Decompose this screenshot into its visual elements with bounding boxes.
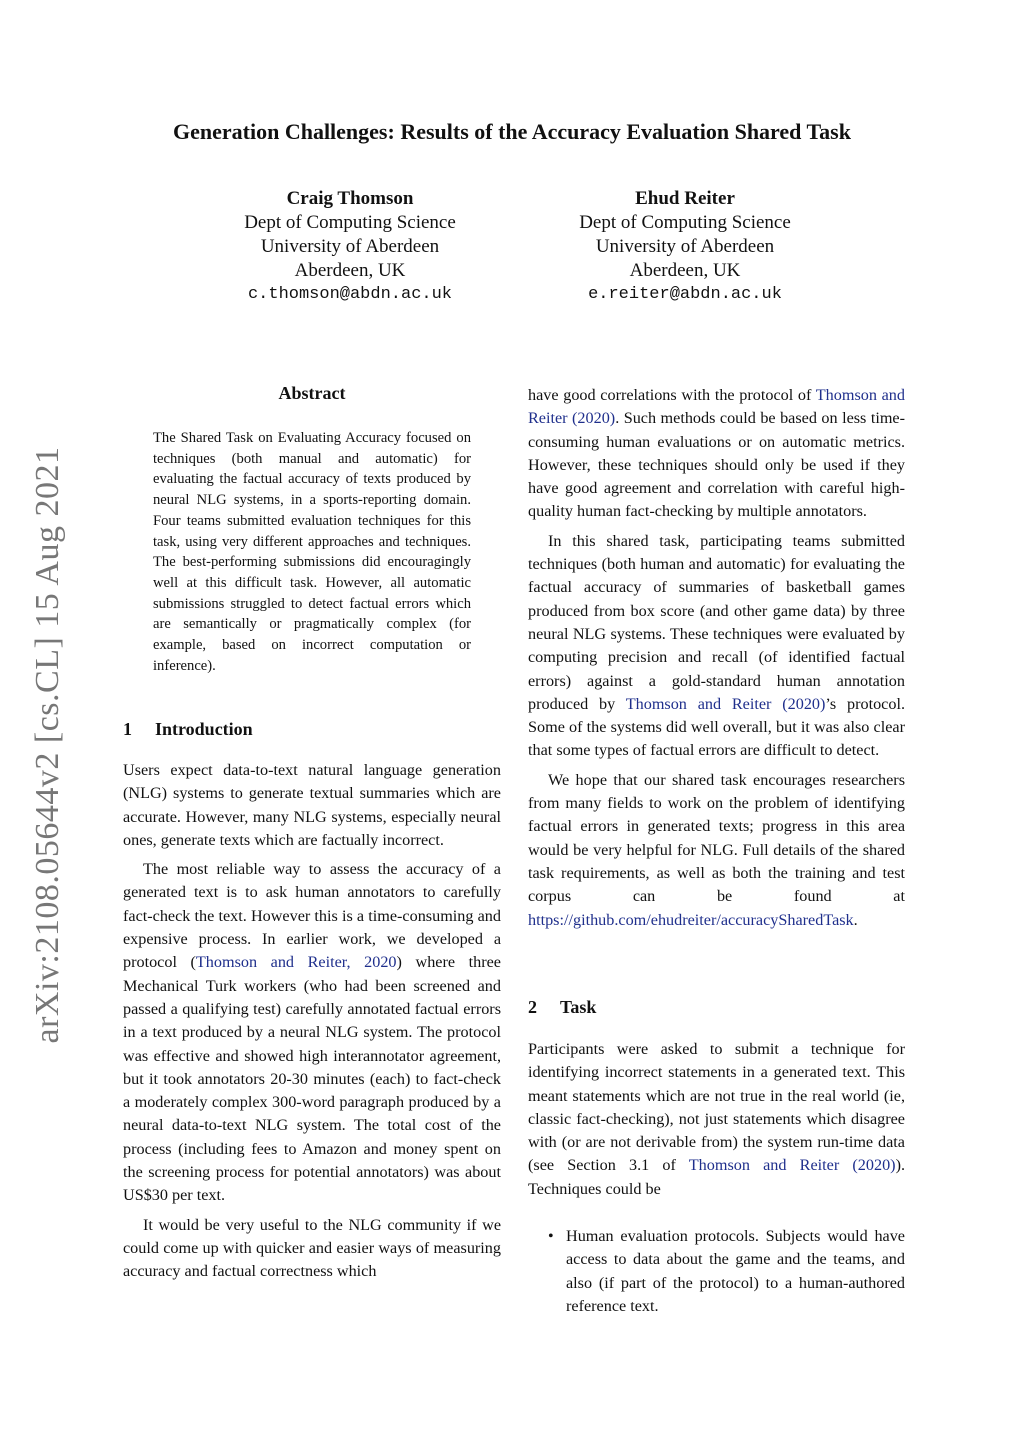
bullet-text: Human evaluation protocols. Subjects would have access to data about the game and the teams, and also (if part of the protocol) to a human-authored reference text. [566, 1227, 905, 1315]
section-number: 2 [528, 997, 537, 1017]
bullet-icon: • [548, 1228, 554, 1245]
task-paragraph-1 [528, 1038, 905, 1201]
arxiv-identifier: arXiv:2108.05644v2 [cs.CL] 15 Aug 2021 [29, 446, 66, 1044]
text-run: . Such methods could be based on less time-consuming human evaluations or on automatic metrics. However, these techniques should only be used if they have good agreement and correlation with careful high-quality human fact-checking by multiple annotators. [528, 409, 905, 521]
section-heading-introduction [123, 717, 253, 741]
author-name: Ehud Reiter [635, 188, 735, 209]
author-block-2 [535, 187, 835, 307]
right-column-body [528, 384, 905, 932]
author-block-1 [200, 187, 500, 307]
intro-paragraph-4 [528, 530, 905, 763]
author-university: University of Aberdeen [595, 236, 775, 257]
author-location: Aberdeen, UK [629, 260, 741, 281]
citation-link[interactable]: Thomson and Reiter (2020) [528, 386, 905, 428]
author-university: University of Aberdeen [260, 236, 440, 257]
citation-link[interactable]: Thomson and Reiter (2020) [688, 1156, 896, 1175]
github-link[interactable]: https://github.com/ehudreiter/accuracySharedTask [528, 910, 854, 929]
abstract-text: The Shared Task on Evaluating Accuracy focused on techniques (both manual and automatic) for evaluating the factual accuracy of texts produced by neural NLG systems, in a sports-reporting domain. Four teams submitted evaluation techniques for this task, using very different approaches and techniques. The best-performing submissions did encouragingly well at this difficult task. However, all automatic submissions struggled to detect factual errors which are semantically or pragmatically complex (for example, based on incorrect computation or inference). [153, 430, 471, 674]
section-heading-task [528, 995, 596, 1019]
text-run: . [853, 910, 858, 929]
intro-paragraph-2 [123, 858, 501, 1207]
abstract-body [153, 428, 471, 676]
text-run: ’s protocol. Some of the systems did well overall, but it was also clear that some types of factual errors are difficult to detect. [528, 694, 906, 760]
bullet-list-item [548, 1225, 905, 1318]
text-run: In this shared task, participating teams submitted techniques (both human and automatic) for evaluating the factual accuracy of summaries of basketball games produced from box score (and other game data) by three neural NLG systems. These techniques were evaluated by computing precision and recall (of identified factual errors) against a gold-standard human annotation produced by [528, 531, 905, 713]
citation-link[interactable]: Thomson and Reiter (2020) [625, 694, 826, 713]
citation-link[interactable]: Thomson and Reiter, 2020 [195, 953, 397, 972]
intro-paragraph-3: It would be very useful to the NLG community if we could come up with quicker and easier ways of measuring accuracy and factual correctness which [123, 1215, 501, 1281]
text-run: have good correlations with the protocol of [528, 386, 816, 404]
author-name: Craig Thomson [286, 188, 414, 209]
task-body [528, 1038, 905, 1201]
text-run: The most reliable way to assess the accuracy of a generated text is to ask human annotators to carefully fact-check the text. However this is a time-consuming and expensive process. In earlier work, we developed a protocol ( [123, 860, 501, 972]
author-email: e.reiter@abdn.ac.uk [588, 285, 782, 304]
section-title: Task [560, 997, 597, 1017]
intro-paragraph-3-continued [528, 384, 905, 524]
paper-title: Generation Challenges: Results of the Accuracy Evaluation Shared Task [173, 119, 851, 144]
section-number: 1 [123, 719, 132, 739]
text-run: ). Techniques could be [528, 1156, 906, 1198]
author-location: Aberdeen, UK [294, 260, 406, 281]
section-title: Introduction [155, 719, 253, 739]
author-dept: Dept of Computing Science [579, 212, 791, 233]
text-run: ) where three Mechanical Turk workers (who had been screened and passed a qualifying test) carefully annotated factual errors in a text produced by a neural NLG system. The protocol was effective and showed high interannotator agreement, but it took annotators 20-30 minutes (each) to fact-check a moderately complex 300-word paragraph produced by a neural data-to-text NLG system. The total cost of the process (including fees to Amazon and money spent on the screening process for potential annotators) was about US$30 per text. [123, 953, 501, 1205]
text-run: We hope that our shared task encourages researchers from many fields to work on the problem of identifying factual errors in generated texts; progress in this area would be very helpful for NLG. Full details of the shared task requirements, as well as both the training and test corpus can be found at [528, 770, 905, 906]
abstract-heading: Abstract [278, 383, 346, 403]
intro-paragraph-5 [528, 769, 905, 932]
intro-paragraph-1: Users expect data-to-text natural language generation (NLG) systems to generate textual summaries which are accurate. However, many NLG systems, especially neural ones, generate texts which are factually incorrect. [123, 761, 501, 849]
author-email: c.thomson@abdn.ac.uk [247, 285, 453, 304]
author-dept: Dept of Computing Science [244, 212, 456, 233]
left-column-body [123, 759, 501, 1284]
text-run: Participants were asked to submit a technique for identifying incorrect statements in a generated text. This meant statements which are not true in the real world (ie, classic fact-checking), not just statements which disagree with (or are not derivable from) the system run-time data (see Section 3.1 of [528, 1040, 905, 1175]
